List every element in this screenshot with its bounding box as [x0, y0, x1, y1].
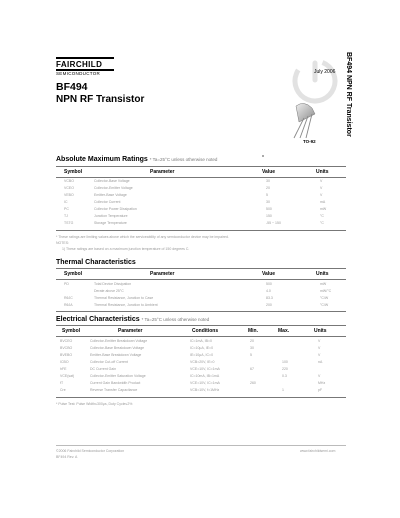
footer-website[interactable]: www.fairchildsemi.com — [300, 449, 336, 453]
parameter-cell: Collector-Emitter Saturation Voltage — [90, 374, 146, 378]
max-cell: 100 — [282, 360, 288, 364]
units-cell: mW/°C — [320, 289, 332, 293]
thermal-header-parameter: Parameter — [150, 271, 175, 277]
units-cell: V — [318, 353, 321, 357]
symbol-cell: BVCEO — [60, 339, 73, 343]
units-cell: V — [318, 339, 321, 343]
electrical-note: * Ta=25°C unless otherwise noted — [141, 317, 210, 322]
units-cell: V — [320, 186, 323, 190]
logo-bar-top — [56, 57, 114, 59]
footer-revision: BF494 Rev. A — [56, 455, 78, 459]
parameter-cell: Derate above 25°C — [94, 289, 124, 293]
symbol-cell: VCE(sat) — [60, 374, 75, 378]
package-label: TO-92 — [303, 139, 316, 144]
symbol-cell: RθJC — [64, 296, 73, 300]
parameter-cell: Collector Current — [94, 200, 121, 204]
min-cell: 260 — [250, 381, 256, 385]
parameter-cell: Collector-Emitter Breakdown Voltage — [90, 339, 148, 343]
abs-max-rule-bottom — [56, 230, 346, 231]
symbol-cell: TSTG — [64, 221, 74, 225]
electrical-rule-top — [56, 325, 346, 326]
units-cell: °C/W — [320, 303, 329, 307]
abs-max-rule-header — [56, 177, 346, 178]
abs-max-notes-label: NOTES: — [56, 241, 70, 245]
parameter-cell: Collector-Base Breakdown Voltage — [90, 346, 145, 350]
max-cell: 220 — [282, 367, 288, 371]
electrical-header-min: Min. — [248, 328, 258, 334]
conditions-cell: IC=10μA, IE=0 — [190, 346, 214, 350]
part-number: BF494 — [56, 81, 88, 93]
electrical-header-parameter: Parameter — [118, 328, 143, 334]
units-cell: V — [320, 179, 323, 183]
units-cell: nA — [318, 360, 323, 364]
symbol-cell: PC — [64, 207, 69, 211]
parameter-cell: Storage Temperature — [94, 221, 127, 225]
thermal-rule-top — [56, 268, 346, 269]
units-cell: MHz — [318, 381, 326, 385]
electrical-rule-bottom — [56, 397, 346, 398]
conditions-cell: VCB=10V, f=1MHz — [190, 388, 220, 392]
electrical-header-symbol: Symbol — [62, 328, 81, 334]
units-cell: mA — [320, 200, 326, 204]
parameter-cell: Collector-Emitter Voltage — [94, 186, 133, 190]
symbol-cell: RθJA — [64, 303, 73, 307]
abs-max-footnote: * These ratings are limiting values above which the serviceability of any semiconductor device may be impaired. — [56, 235, 229, 239]
symbol-cell: hFE — [60, 367, 67, 371]
conditions-cell: IC=10mA, IB=1mA — [190, 374, 220, 378]
abs-max-title — [56, 156, 217, 163]
to92-package-icon — [282, 100, 332, 142]
units-cell: °C — [320, 221, 324, 225]
electrical-header-conditions: Conditions — [192, 328, 219, 334]
parameter-cell: Thermal Resistance, Junction to Case — [94, 296, 154, 300]
symbol-cell: IC — [64, 200, 68, 204]
parameter-cell: Junction Temperature — [94, 214, 128, 218]
parameter-cell: Total Device Dissipation — [94, 282, 132, 286]
units-cell: V — [320, 193, 323, 197]
value-cell: 5 — [266, 193, 268, 197]
electrical-footnote: * Pulse Test: Pulse Width≤300μs, Duty Cycle≤2% — [56, 402, 133, 406]
thermal-header-symbol: Symbol — [64, 271, 83, 277]
abs-max-note-1: 1) These ratings are based on a maximum junction temperature of 150 degrees C. — [62, 247, 190, 251]
symbol-cell: BVEBO — [60, 353, 73, 357]
part-description: NPN RF Transistor — [56, 94, 145, 105]
min-cell: 67 — [250, 367, 254, 371]
conditions-cell: VCB=20V, IE=0 — [190, 360, 215, 364]
brand-sub: SEMICONDUCTOR — [56, 71, 101, 76]
value-cell: -55 ~ 150 — [266, 221, 281, 225]
units-cell: pF — [318, 388, 323, 392]
value-cell: 500 — [266, 207, 272, 211]
thermal-rule-header — [56, 279, 346, 280]
symbol-cell: Cre — [60, 388, 66, 392]
symbol-cell: PD — [64, 282, 69, 286]
units-cell: °C — [320, 214, 324, 218]
power-watermark-icon — [292, 58, 338, 104]
electrical-title — [56, 316, 209, 323]
value-cell: 83.3 — [266, 296, 273, 300]
footer-rule — [56, 445, 346, 446]
symbol-cell: BVCBO — [60, 346, 73, 350]
value-cell: 30 — [266, 200, 270, 204]
thermal-rule-bottom — [56, 311, 346, 312]
symbol-cell: VCBO — [64, 179, 74, 183]
side-title: BF494 NPN RF Transistor — [345, 52, 352, 137]
value-cell: 4.0 — [266, 289, 271, 293]
conditions-cell: VCE=10V, IC=1mA — [190, 381, 220, 385]
symbol-cell: VCEO — [64, 186, 74, 190]
parameter-cell: Emitter-Base Voltage — [94, 193, 127, 197]
units-cell: °C/W — [320, 296, 329, 300]
abs-max-header-units: Units — [316, 169, 329, 175]
max-cell: 0.3 — [282, 374, 287, 378]
abs-max-header-symbol: Symbol — [64, 169, 83, 175]
value-cell: 500 — [266, 282, 272, 286]
abs-max-title-text: Absolute Maximum Ratings — [56, 156, 148, 163]
brand-logo: FAIRCHILD — [56, 60, 103, 69]
symbol-cell: VEBO — [64, 193, 74, 197]
thermal-title: Thermal Characteristics — [56, 259, 136, 266]
min-cell: 30 — [250, 346, 254, 350]
electrical-header-max: Max. — [278, 328, 290, 334]
max-cell: 1 — [282, 388, 284, 392]
abs-max-note: * Ta=25°C unless otherwise noted — [149, 157, 218, 162]
parameter-cell: Thermal Resistance, Junction to Ambient — [94, 303, 158, 307]
value-cell: 200 — [266, 303, 272, 307]
conditions-cell: VCE=10V, IC=1mA — [190, 367, 220, 371]
min-cell: 20 — [250, 339, 254, 343]
parameter-cell: Collector Power Dissipation — [94, 207, 137, 211]
value-cell: 20 — [266, 186, 270, 190]
issue-date: July 2006 — [314, 69, 336, 75]
parameter-cell: Collector-Base Voltage — [94, 179, 130, 183]
conditions-cell: IC=1mA, IB=0 — [190, 339, 212, 343]
symbol-cell: ICBO — [60, 360, 69, 364]
footer-copyright: ©2006 Fairchild Semiconductor Corporation — [56, 449, 125, 453]
units-cell: mW — [320, 207, 327, 211]
parameter-cell: Collector Cut-off Current — [90, 360, 128, 364]
thermal-header-units: Units — [316, 271, 329, 277]
electrical-title-text: Electrical Characteristics — [56, 316, 140, 323]
parameter-cell: Current Gain Bandwidth Product — [90, 381, 141, 385]
parameter-cell: DC Current Gain — [90, 367, 117, 371]
parameter-cell: Emitter-Base Breakdown Voltage — [90, 353, 142, 357]
value-cell: 30 — [266, 179, 270, 183]
units-cell: V — [318, 374, 321, 378]
value-cell: 150 — [266, 214, 272, 218]
parameter-cell: Reverse Transfer Capacitance — [90, 388, 138, 392]
units-cell: V — [318, 346, 321, 350]
pin-marker — [262, 155, 264, 157]
electrical-header-units: Units — [314, 328, 327, 334]
abs-max-rule-top — [56, 166, 346, 167]
conditions-cell: IE=10μA, IC=0 — [190, 353, 214, 357]
abs-max-header-parameter: Parameter — [150, 169, 175, 175]
symbol-cell: TJ — [64, 214, 68, 218]
thermal-header-value: Value — [262, 271, 276, 277]
electrical-rule-header — [56, 336, 346, 337]
abs-max-header-value: Value — [262, 169, 276, 175]
min-cell: 5 — [250, 353, 252, 357]
units-cell: mW — [320, 282, 327, 286]
symbol-cell: fT — [60, 381, 64, 385]
